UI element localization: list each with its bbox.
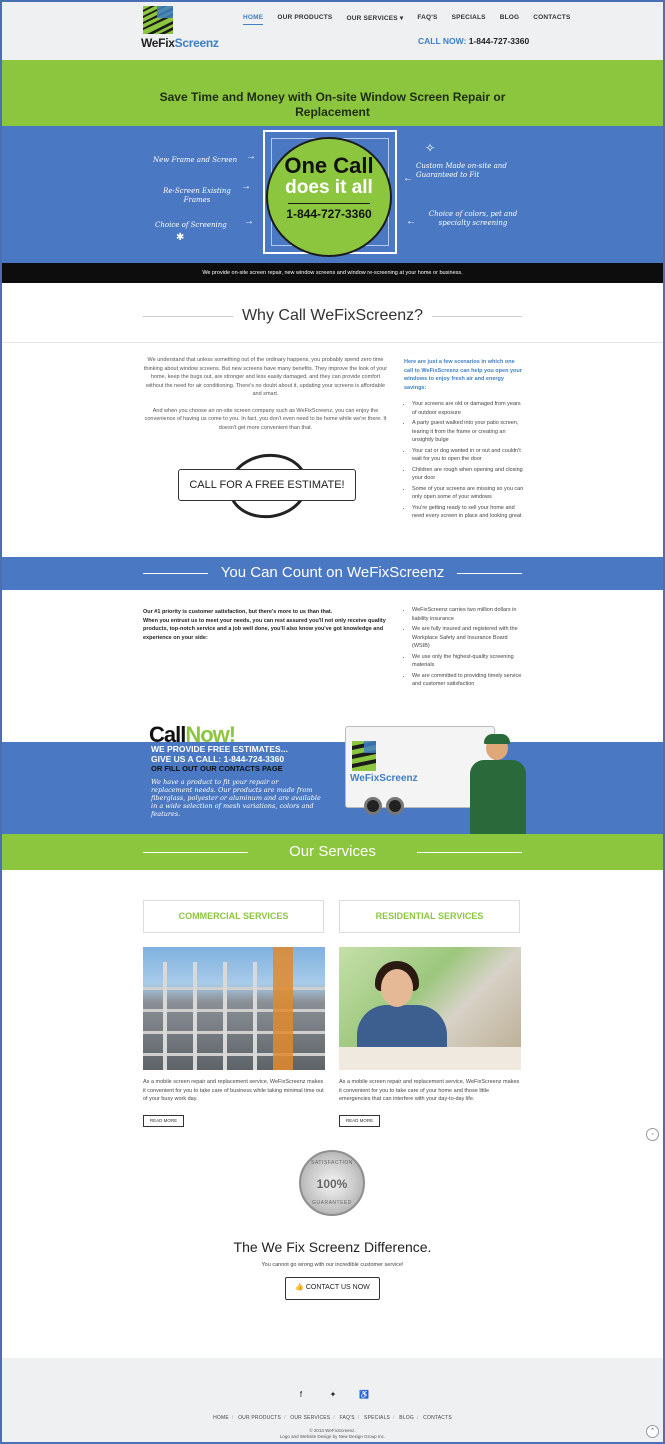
nav-contacts[interactable]: CONTACTS: [533, 14, 571, 21]
footer-nav-blog[interactable]: BLOG: [399, 1415, 414, 1421]
scenarios-intro: Here are just a few scenarios in which one call to WeFixScreenz can help you open your windows to enjoy fresh air and energy savings:: [404, 359, 522, 391]
seal-percent: 100%: [316, 1177, 348, 1191]
badge-divider: [288, 203, 370, 204]
header-call-now[interactable]: [418, 36, 529, 46]
nav-faqs[interactable]: FAQ'S: [417, 14, 438, 21]
technician-cap: [484, 734, 510, 744]
commercial-building-image[interactable]: [143, 947, 325, 1070]
bug-icon: ✱: [176, 232, 185, 243]
nav-specials[interactable]: SPECIALS: [451, 14, 486, 21]
list-item: • Your cat or dog wanted in or out and couldn't wait for you to open the door: [412, 447, 524, 464]
why-section-heading: [143, 306, 522, 326]
footer-nav-our-products[interactable]: OUR PRODUCTS: [238, 1415, 282, 1421]
hero-title: Save Time and Money with On-site Window Screen Repair or Replacement: [159, 90, 506, 119]
commercial-read-more-button[interactable]: READ MORE: [143, 1115, 184, 1127]
crane: [273, 947, 293, 1070]
footer-separator: /: [231, 1415, 234, 1421]
list-item: • Your screens are old or damaged from years of outdoor exposure: [412, 400, 524, 417]
heading-rule: [432, 316, 522, 317]
note-choice-colors: Choice of colors, pet and specialty screening: [428, 210, 518, 227]
call-now-details: [151, 744, 321, 774]
satisfaction-seal: [299, 1150, 365, 1216]
accessibility-icon[interactable]: ♿: [359, 1390, 369, 1399]
footer-separator: /: [284, 1415, 286, 1421]
call-now-band: [2, 742, 663, 834]
why-paragraph-2: And when you choose an on-site screen company such as WeFixScreenz, you can enjoy the convenience of having us come to you. In fact, you don't even need to be home while we're there. It doesn't get more convenient than that.: [144, 407, 387, 431]
seal-top-text: SATISFACTION: [311, 1160, 353, 1166]
call-now-label: CALL NOW:: [418, 36, 467, 46]
footer-copyright: [2, 1428, 663, 1440]
one-call-badge[interactable]: [266, 137, 392, 257]
footer-nav-home[interactable]: HOME: [213, 1415, 229, 1421]
mosquito-icon: ✧: [425, 141, 436, 155]
site-logo[interactable]: [141, 6, 221, 52]
residential-description: As a mobile screen repair and replacement service, WeFixScreenz makes it convenient for you to take care of your home and those little emergencies that can interfere with your day-to-day life.: [339, 1079, 520, 1102]
nav-our-services[interactable]: [346, 14, 403, 25]
list-item: • WeFixScreenz carries two million dollars in liability insurance: [412, 606, 524, 623]
nav-our-services-label: OUR SERVICES: [346, 15, 398, 22]
heading-rule: [143, 852, 248, 853]
technician-body: [470, 760, 526, 834]
footer-nav-faqs[interactable]: FAQ'S: [339, 1415, 355, 1421]
thumbs-up-icon: 👍: [295, 1284, 304, 1291]
list-item: • A party guest walked into your patio screen, tearing it from the frame or creating an unsightly bulge: [412, 419, 524, 445]
arrow-left-icon: ←: [406, 216, 416, 227]
site-header: [2, 2, 663, 60]
count-line-2: When you entrust us to meet your needs, you can rest assured you'll not only receive quality products, top-notch service and a job well done, you'll also know you've got knowledge and experience on your side:: [143, 617, 386, 641]
note-rescreen: Re-Screen Existing Frames: [163, 187, 231, 204]
commercial-description: As a mobile screen repair and replacement service, WeFixScreenz makes it convenient for you to take care of business while taking minimal time out of your busy work day.: [143, 1079, 324, 1102]
residential-woman-image[interactable]: [339, 947, 521, 1070]
arrow-right-icon: →: [241, 181, 251, 192]
count-section-heading: [143, 563, 522, 583]
call-now-number: 1-844-727-3360: [468, 36, 530, 46]
trailer-wordmark: [350, 773, 418, 784]
count-line-1: Our #1 priority is customer satisfaction, but there's more to us than that.: [143, 609, 333, 615]
copyright-text: © 2013 WeFixScreenz.: [309, 1428, 356, 1433]
footer-separator: /: [357, 1415, 360, 1421]
column-line: [193, 962, 197, 1070]
facebook-icon[interactable]: f: [299, 1390, 303, 1399]
list-item: • You're getting ready to sell your home and need every screen in place and looking great: [412, 504, 524, 521]
seal-bottom-text: GUARANTEED: [312, 1200, 352, 1206]
nav-blog[interactable]: BLOG: [499, 14, 520, 21]
why-paragraph-1: We understand that unless something out of the ordinary happens, you probably spend zero time thinking about window screens. But new screens have many benefits. They improve the look of your home, keep the bugs out, are stronger and less easily damaged, and they can provide comfort without the need for air conditioning. There's no doubt about it, updating your screens is affordable and smart.: [143, 357, 388, 397]
count-points-list: [404, 606, 524, 689]
heading-rule: [143, 316, 233, 317]
badge-line-2: does it all: [285, 177, 373, 198]
count-points-panel: [404, 606, 524, 691]
logo-mark-icon: [143, 6, 173, 34]
column-line: [163, 962, 167, 1070]
footer-separator: /: [333, 1415, 335, 1421]
floor-line: [143, 987, 325, 990]
technician-image: [466, 734, 528, 834]
note-choice-screening: Choice of Screening: [155, 221, 227, 229]
count-title: You Can Count on WeFixScreenz: [220, 564, 445, 581]
footer-separator: /: [416, 1415, 419, 1421]
footer-nav-our-services[interactable]: OUR SERVICES: [290, 1415, 331, 1421]
heading-rule: [457, 573, 522, 574]
trailer-we: WeFix: [350, 773, 380, 784]
commercial-services-link[interactable]: COMMERCIAL SERVICES: [143, 900, 324, 933]
arrow-right-icon: →: [246, 151, 256, 162]
now-word: Now!: [185, 722, 236, 747]
footer-nav-specials[interactable]: SPECIALS: [364, 1415, 391, 1421]
residential-services-link[interactable]: RESIDENTIAL SERVICES: [339, 900, 520, 933]
trailer-screenz: Screenz: [379, 773, 418, 784]
nav-our-products[interactable]: OUR PRODUCTS: [277, 14, 333, 21]
floor-line: [143, 1053, 325, 1056]
difference-subtitle: You cannot go wrong with our incredible customer service!: [261, 1262, 404, 1268]
free-estimates-line: WE PROVIDE FREE ESTIMATES...: [151, 744, 288, 754]
arrow-right-icon: →: [244, 216, 254, 227]
free-estimate-button[interactable]: CALL FOR A FREE ESTIMATE!: [178, 469, 356, 501]
heading-rule: [143, 573, 208, 574]
estimate-cta: [178, 454, 356, 518]
why-title: Why Call WeFixScreenz?: [241, 307, 424, 324]
footer-separator: /: [393, 1415, 395, 1421]
why-intro-text: [143, 356, 388, 440]
floor-line: [143, 1009, 325, 1012]
design-credit[interactable]: Logo and Website Design by New Design Group Inc.: [279, 1434, 386, 1439]
list-item: • We use only the highest-quality screening materials: [412, 653, 524, 670]
column-line: [253, 962, 257, 1070]
nav-home[interactable]: HOME: [243, 14, 263, 25]
difference-title: The We Fix Screenz Difference.: [233, 1239, 432, 1255]
residential-read-more-button[interactable]: READ MORE: [339, 1115, 380, 1127]
section-divider: [2, 342, 663, 343]
wheel: [364, 797, 382, 815]
services-title: Our Services: [289, 843, 376, 860]
product-description: We have a product to fit your repair or replacement needs. Our products are made from fiberglass, polyester or aluminum and are available in a wide selection of mesh variations, colors and features.: [151, 778, 321, 818]
note-new-frame: New Frame and Screen: [153, 156, 238, 164]
main-nav: [243, 14, 585, 25]
table-surface: [339, 1047, 521, 1070]
footer-nav-contacts[interactable]: CONTACTS: [423, 1415, 452, 1421]
count-intro-text: [143, 608, 388, 642]
give-us-a-call-line[interactable]: GIVE US A CALL: 1-844-724-3360: [151, 754, 285, 764]
logo-wordmark: WeFixScreenz: [141, 36, 219, 50]
scroll-handle-icon[interactable]: ◦: [646, 1128, 659, 1141]
woman-face: [381, 969, 413, 1007]
contact-us-now-label: CONTACT US NOW: [305, 1284, 370, 1291]
list-item: • We are fully insured and registered with the Workplace Safety and Insurance Board (WSIB): [412, 625, 524, 651]
list-item: • Children are rough when opening and closing your door: [412, 466, 524, 483]
scenarios-list: [404, 400, 524, 521]
wheel: [386, 797, 404, 815]
services-section-heading: [143, 842, 522, 862]
arrow-left-icon: ←: [403, 173, 413, 184]
trailer-logo-icon: [352, 741, 376, 771]
list-item: • Some of your screens are missing so you can only open some of your windows: [412, 485, 524, 502]
twitter-icon[interactable]: ✦: [329, 1390, 337, 1399]
floor-line: [143, 1031, 325, 1034]
badge-line-1: One Call: [284, 153, 374, 178]
badge-phone: 1-844-727-3360: [286, 207, 372, 221]
list-item: • We are committed to providing timely service and customer satisfaction: [412, 672, 524, 689]
hero-tagline-strip: We provide on-site screen repair, new window screens and window re-screening at your home or business.: [2, 263, 663, 283]
contacts-page-line: OR FILL OUT OUR CONTACTS PAGE: [151, 764, 283, 773]
back-to-top-icon[interactable]: ⌃: [646, 1425, 659, 1438]
contact-us-now-button[interactable]: [285, 1277, 380, 1300]
scenarios-panel: [404, 358, 524, 523]
column-line: [223, 962, 227, 1070]
chevron-down-icon: ▾: [399, 15, 404, 22]
note-custom-made: Custom Made on-site and Guaranteed to Fit: [416, 162, 507, 179]
footer-nav: [2, 1415, 663, 1421]
heading-rule: [417, 852, 522, 853]
call-word: Call: [149, 722, 186, 747]
